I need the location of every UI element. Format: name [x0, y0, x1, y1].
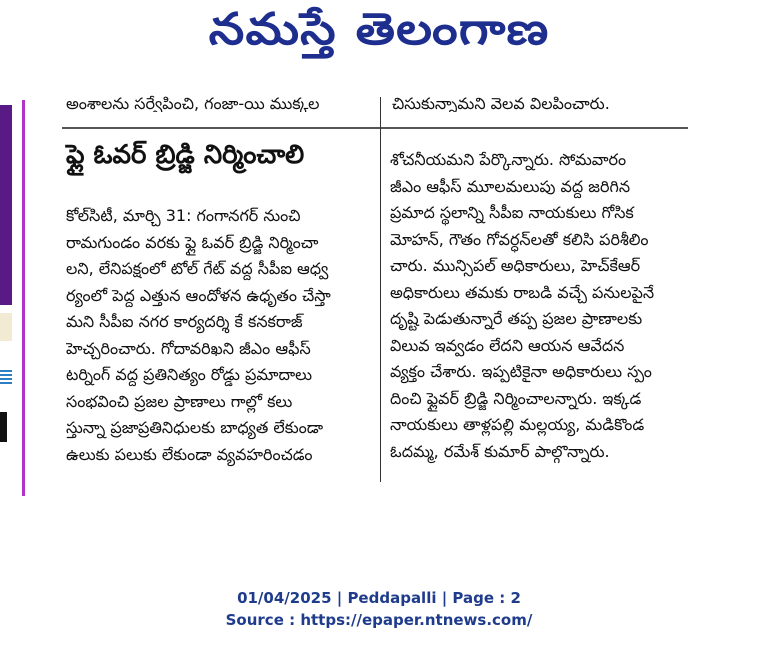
- article-line: ఉలుకు పలుకు లేకుండా వ్యవహరించడం: [66, 444, 313, 464]
- article-line: ఓదమ్మ, రమేశ్ కుమార్ పాల్గొన్నారు.: [390, 441, 610, 461]
- article-line: దృష్టి పెడుతున్నారే తప్ప ప్రజల ప్రాణాలకు: [390, 309, 643, 328]
- cut-off-text-left: అంశాలను సర్వేపించి, గంజా-యి ముక్కల: [66, 94, 320, 112]
- ad-strip-wave-block: [0, 368, 12, 384]
- article-headline: ఫ్లై ఓవర్ బ్రిడ్జి నిర్మించాలి: [66, 140, 305, 170]
- article-line: నాయకులు తాళ్లపల్లి మల్లయ్య, మడికొండ: [390, 415, 645, 434]
- column-divider: [380, 97, 381, 482]
- article-line: చారు. మున్సిపల్ అధికారులు, హెచ్‌కేఆర్: [390, 256, 641, 275]
- cut-off-text-right: చిసుకున్నామని వెలవ విలపించారు.: [392, 94, 610, 112]
- article-line: ప్రమాద స్థలాన్ని సీపీఐ నాయకులు గోసిక: [390, 203, 634, 222]
- article-line: హెచ్చరించారు. గోదావరిఖని జీఎం ఆఫీస్: [66, 338, 311, 358]
- article-line: లని, లేనిపక్షంలో టోల్ గేట్ వద్ద సీపీఐ ఆధ్వ: [66, 259, 329, 278]
- article-column-right: [390, 147, 687, 465]
- article-line: వ్యక్తం చేశారు. ఇప్పటికైనా అధికారులు స్పం: [390, 362, 652, 381]
- article-line: అధికారులు తమకు రాబడి వచ్చే పనులపైనే: [390, 282, 655, 302]
- article-line: టర్నింగ్ వద్ద ప్రతినిత్యం రోడ్డు ప్రమాదాలు: [66, 365, 312, 384]
- section-rule: [62, 127, 688, 129]
- ad-strip-purple-block: [0, 105, 12, 305]
- article-line: జీఎం ఆఫీస్ మూలమలుపు వద్ద జరిగిన: [390, 176, 631, 196]
- masthead: [0, 4, 758, 66]
- article-line: శోచనీయమని పేర్కొన్నారు. సోమవారం: [390, 150, 627, 169]
- article-line: దించి ఫ్లైవర్ బ్రిడ్జి నిర్మించాలన్నారు. ఇక్కడ: [390, 388, 642, 408]
- article-line: రామగుండం వరకు ఫ్లై ఓవర్ బ్రిడ్జి నిర్మించా: [66, 232, 319, 252]
- article-line: సంభవించి ప్రజల ప్రాణాలు గాల్లో కలు: [66, 391, 293, 411]
- article-line: మని సీపీఐ నగర కార్యదర్శి కే కనకరాజ్: [66, 312, 303, 331]
- ad-strip-dark-block: [0, 412, 7, 442]
- masthead-title: నమస్తే తెలంగాణ: [208, 4, 550, 55]
- ad-strip-cream-block: [0, 313, 12, 341]
- article-line: మోహన్, గౌతం గోవర్ధన్‌లతో కలిసి పరిశీలిం: [390, 229, 649, 249]
- article-column-left: [66, 203, 369, 468]
- article-line: విలువ ఇవ్వడం లేదని ఆయన ఆవేదన: [390, 335, 625, 355]
- footer-edition-info: 01/04/2025 | Peddapalli | Page : 2: [237, 589, 521, 607]
- footer-source: Source : https://epaper.ntnews.com/: [225, 611, 533, 629]
- article-line: స్తున్నా ప్రజాప్రతినిధులకు బాధ్యత లేకుండా: [66, 418, 324, 437]
- article-line: కోల్‌సిటీ, మార్చి 31: గంగానగర్ నుంచి: [66, 206, 301, 225]
- article-line: ర్యంలో పెద్ద ఎత్తున ఆందోళన ఉధృతం చేస్తా: [66, 285, 331, 305]
